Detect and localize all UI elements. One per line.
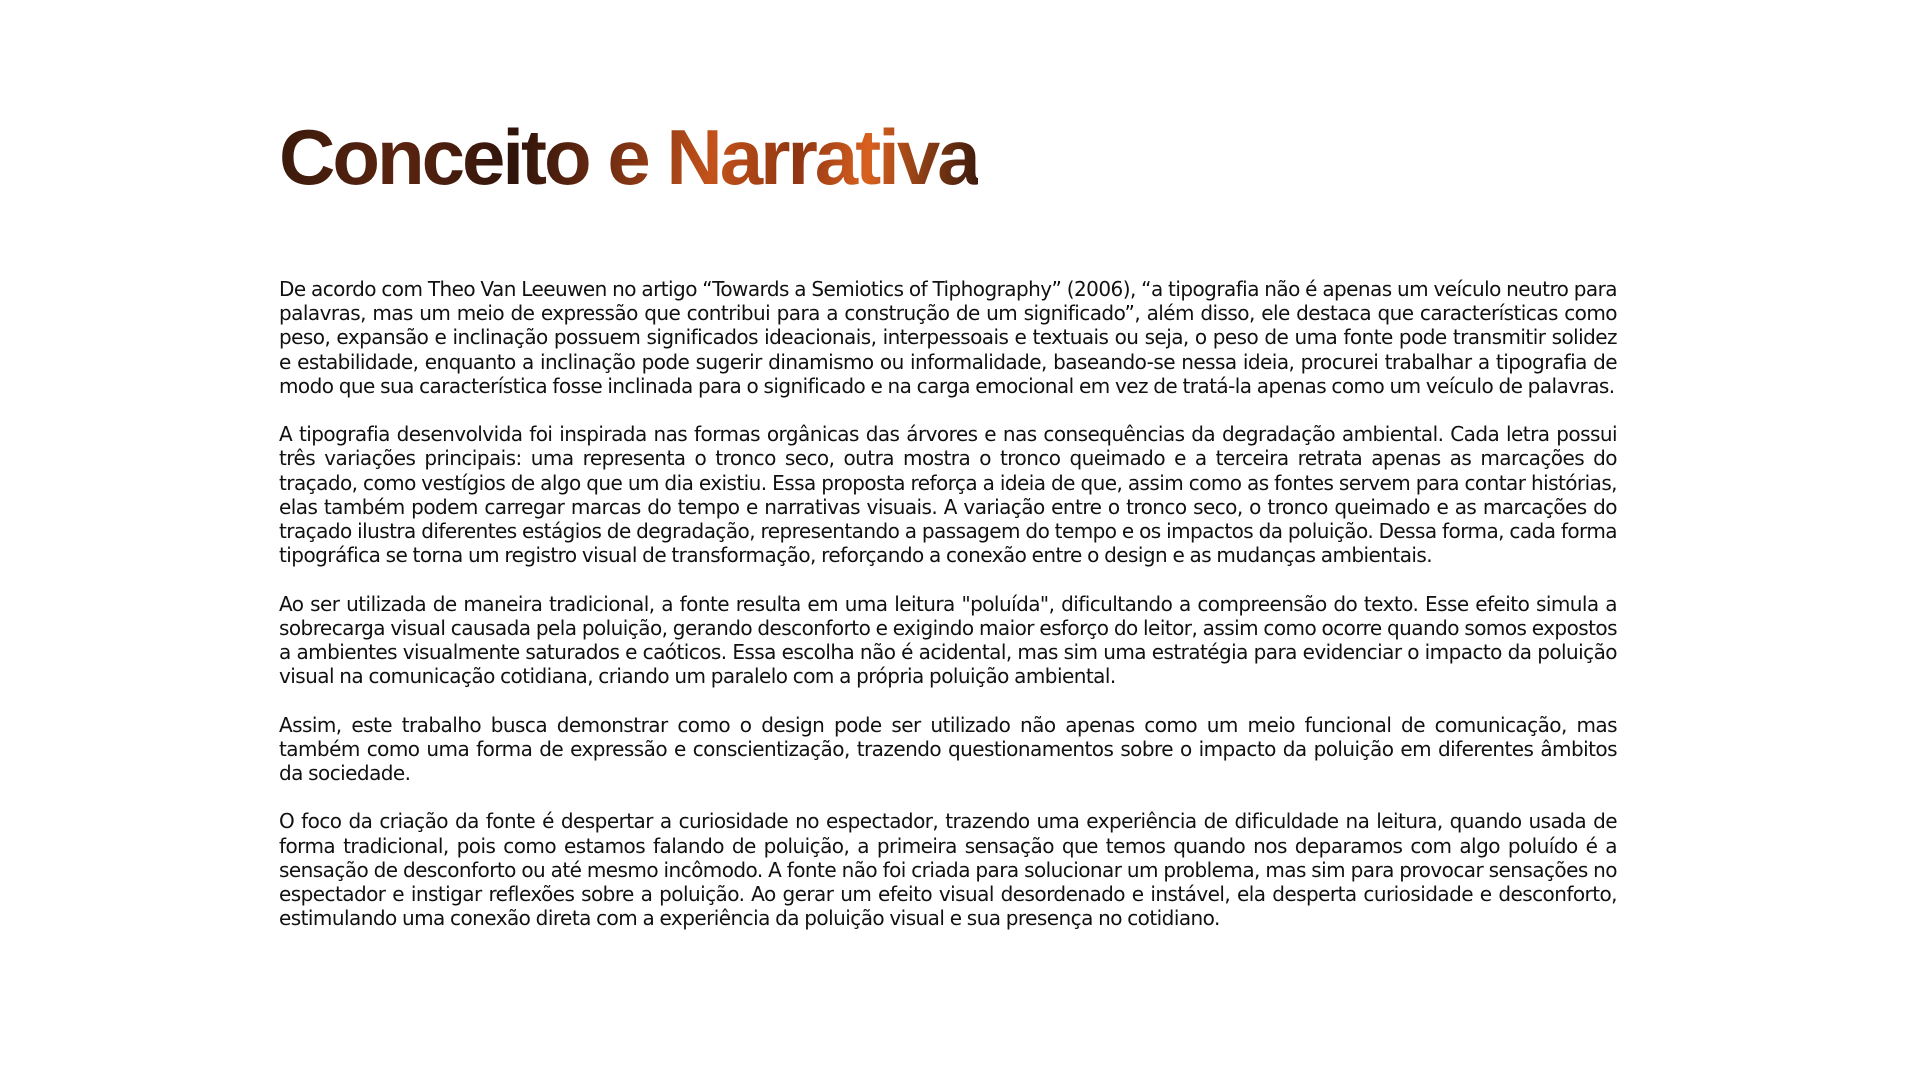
paragraph-3: Ao ser utilizada de maneira tradicional, a fonte resulta em uma leitura "poluída", dificultando a compreensão do texto. Esse efeito simula a sobrecarga visual causada pela poluição, gerando desconforto e exigindo maior esforço do leitor, assim como ocorre quando somos expostos a ambientes visualmente saturados e caóticos. Essa escolha não é acidental, mas sim uma estratégia para evidenciar o impacto da poluição visual na comunicação cotidiana, criando um paralelo com a própria poluição ambiental. [279,591,1617,689]
body-text [279,277,1617,955]
paragraph-4: Assim, este trabalho busca demonstrar como o design pode ser utilizado não apenas como um meio funcional de comunicação, mas também como uma forma de expressão e conscientização, trazendo questionamentos sobre o impacto da poluição em diferentes âmbitos da sociedade. [279,712,1617,786]
paragraph-1: De acordo com Theo Van Leeuwen no artigo “Towards a Semiotics of Tiphography” (2006), “a tipografia não é apenas um veículo neutro para palavras, mas um meio de expressão que contribui para a construção de um significado”, além disso, ele destaca que características como peso, expansão e inclinação possuem significados ideacionais, interpessoais e textuais ou seja, o peso de uma fonte pode transmitir solidez e estabilidade, enquanto a inclinação pode sugerir dinamismo ou informalidade, baseando-se nessa ideia, procurei trabalhar a tipografia de modo que sua característica fosse inclinada para o significado e na carga emocional em vez de tratá-la apenas como um veículo de palavras. [279,277,1617,398]
paragraph-2: A tipografia desenvolvida foi inspirada nas formas orgânicas das árvores e nas consequências da degradação ambiental. Cada letra possui três variações principais: uma representa o tronco seco, outra mostra o tronco queimado e a terceira retrata apenas as marcações do traçado, como vestígios de algo que um dia existiu. Essa proposta reforça a ideia de que, assim como as fontes servem para contar histórias, elas também podem carregar marcas do tempo e narrativas visuais. A variação entre o tronco seco, o tronco queimado e as marcações do traçado ilustra diferentes estágios de degradação, representando a passagem do tempo e os impactos da poluição. Dessa forma, cada forma tipográfica se torna um registro visual de transformação, reforçando a conexão entre o design e as mudanças ambientais. [279,422,1617,568]
page-title: Conceito e Narrativa [279,113,978,201]
paragraph-5: O foco da criação da fonte é despertar a curiosidade no espectador, trazendo uma experiência de dificuldade na leitura, quando usada de forma tradicional, pois como estamos falando de poluição, a primeira sensação que temos quando nos deparamos com algo poluído é a sensação de desconforto ou até mesmo incômodo. A fonte não foi criada para solucionar um problema, mas sim para provocar sensações no espectador e instigar reflexões sobre a poluição. Ao gerar um efeito visual desordenado e instável, ela desperta curiosidade e desconforto, estimulando uma conexão direta com a experiência da poluição visual e sua presença no cotidiano. [279,809,1617,931]
